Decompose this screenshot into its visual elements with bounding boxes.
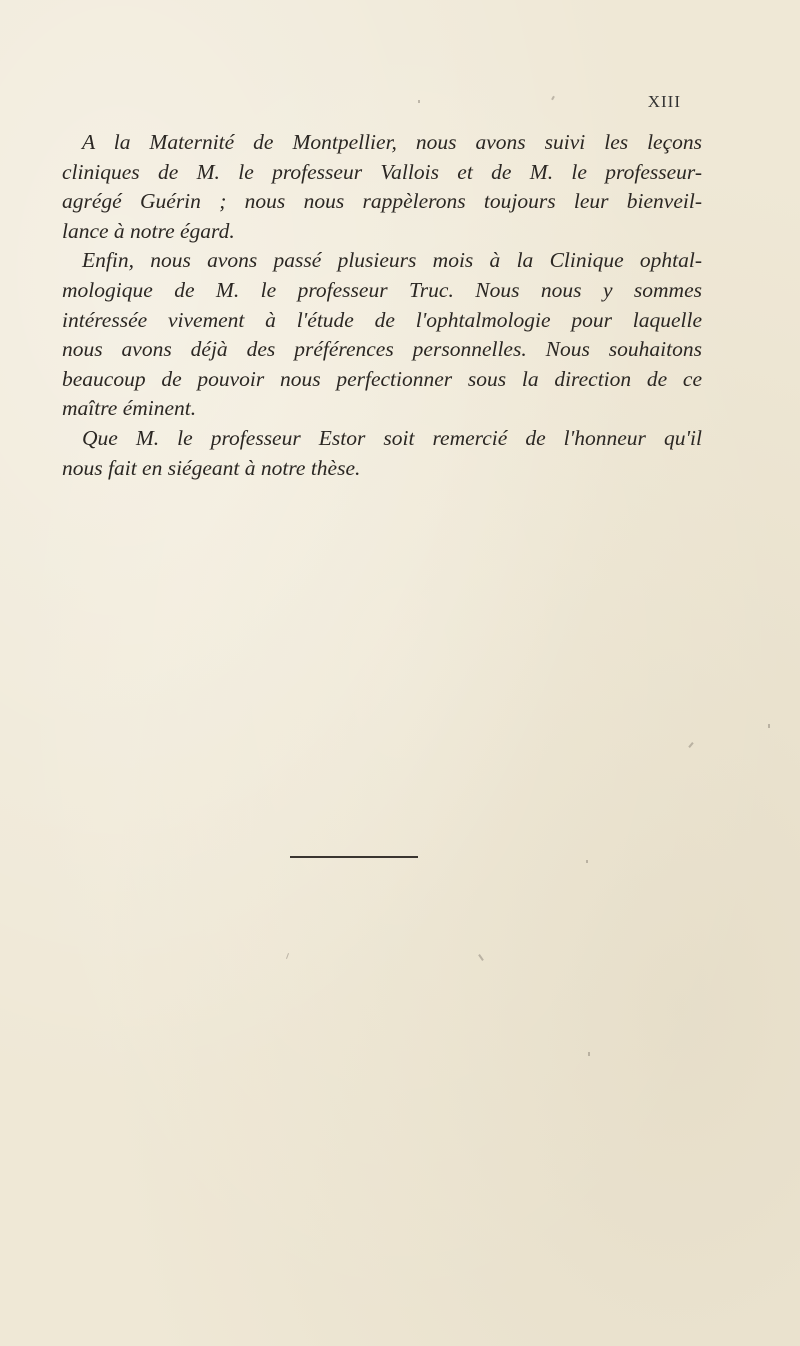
text-line: maître éminent. — [62, 396, 197, 421]
paper-speck — [586, 860, 588, 863]
paper-speck — [418, 100, 420, 103]
paragraph-maternite — [62, 128, 702, 246]
section-divider — [290, 856, 418, 858]
text-line: agrégé Guérin ; nous nous rappèlerons toujours leur bienveil- — [62, 189, 702, 214]
paragraph-remerciement — [62, 424, 702, 483]
paper-speck — [588, 1052, 590, 1056]
paper-speck — [286, 953, 289, 959]
text-line: beaucoup de pouvoir nous perfectionner sous la direction de ce — [62, 366, 702, 391]
body-text — [62, 128, 702, 483]
paper-speck — [688, 742, 693, 748]
text-line: lance à notre égard. — [62, 218, 235, 243]
text-line: nous fait en siégeant à notre thèse. — [62, 455, 361, 480]
text-line: intéressée vivement à l'étude de l'ophtalmologie pour laquelle — [62, 307, 702, 332]
page-number: XIII — [647, 92, 681, 111]
paragraph-clinique-ophtalmologique — [62, 246, 702, 424]
paper-speck — [478, 954, 484, 961]
text-line: nous avons déjà des préférences personnelles. Nous souhaitons — [62, 337, 702, 362]
text-line: mologique de M. le professeur Truc. Nous nous y sommes — [62, 277, 702, 302]
text-line: Que M. le professeur Estor soit remercié de l'honneur qu'il — [82, 425, 702, 450]
text-line: cliniques de M. le professeur Vallois et de M. le professeur- — [62, 159, 702, 184]
text-line: Enfin, nous avons passé plusieurs mois à la Clinique ophtal- — [82, 248, 702, 273]
paper-speck — [551, 96, 555, 100]
text-line: A la Maternité de Montpellier, nous avons suivi les leçons — [82, 130, 702, 154]
paper-speck — [768, 724, 770, 728]
